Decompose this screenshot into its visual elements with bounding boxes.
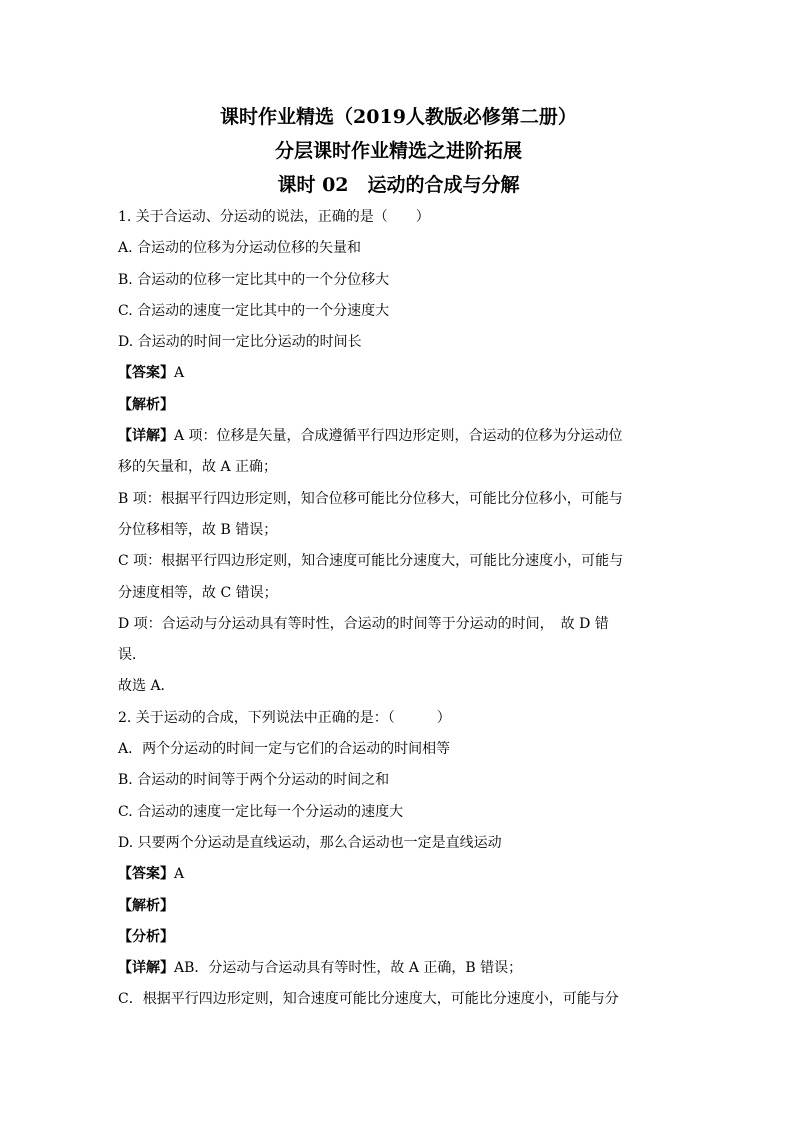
q2-option-d: D. 只要两个分运动是直线运动，那么合运动也一定是直线运动 <box>118 834 502 851</box>
q2-detail-line: C．根据平行四边形定则，知合速度可能比分速度大，可能比分速度小，可能与分 <box>118 991 619 1008</box>
q2-detail-tag: 【详解】 <box>118 960 174 977</box>
q1-detail-line <box>118 421 679 452</box>
q1-detail-line: C 项：根据平行四边形定则，知合速度可能比分速度大，可能比分速度小，可能与 <box>118 553 624 570</box>
q2-detail-line <box>118 953 679 984</box>
q1-option-c: C. 合运动的速度一定比其中的一个分速度大 <box>118 302 390 319</box>
q1-option-d: D. 合运动的时间一定比分运动的时间长 <box>118 334 362 351</box>
q1-detail-line: 分速度相等，故 C 错误； <box>118 584 278 601</box>
q1-detail-line: B 项：根据平行四边形定则，知合位移可能比分位移大，可能比分位移小，可能与 <box>118 490 623 507</box>
q2-answer-tag: 【答案】 <box>118 866 174 883</box>
sub-title: 分层课时作业精选之进阶拓展 <box>274 140 522 162</box>
main-title: 课时作业精选（2019人教版必修第二册） <box>220 106 577 128</box>
q2-answer-value: A <box>174 866 185 883</box>
q2-fenxi-tag: 【分析】 <box>118 928 174 945</box>
q1-detail-tag: 【详解】 <box>118 428 174 445</box>
q1-detail-line: 分位移相等，故 B 错误； <box>118 521 278 538</box>
q2-answer <box>118 859 679 890</box>
q1-detail-line: 误． <box>118 647 146 664</box>
q1-detail-text: A 项：位移是矢量，合成遵循平行四边形定则，合运动的位移为分运动位 <box>174 428 623 445</box>
q2-analysis-tag: 【解析】 <box>118 897 174 914</box>
q2-option-c: C. 合运动的速度一定比每一个分运动的速度大 <box>118 803 404 820</box>
lesson-title: 课时 02 运动的合成与分解 <box>277 174 520 196</box>
q2-option-b: B. 合运动的时间等于两个分运动的时间之和 <box>118 772 390 789</box>
q1-detail-line: 移的矢量和，故 A 正确； <box>118 459 278 476</box>
q2-stem: 2. 关于运动的合成，下列说法中正确的是：（ ） <box>118 709 451 726</box>
q1-analysis-tag: 【解析】 <box>118 396 174 413</box>
title-block <box>118 0 679 202</box>
content-body <box>118 202 679 1016</box>
q1-option-b: B. 合运动的位移一定比其中的一个分位移大 <box>118 271 390 288</box>
q1-answer-tag: 【答案】 <box>118 365 174 382</box>
q1-answer <box>118 358 679 389</box>
q2-detail-text: AB．分运动与合运动具有等时性，故 A 正确，B 错误； <box>174 960 523 977</box>
q1-answer-value: A <box>174 365 185 382</box>
q2-option-a: A．两个分运动的时间一定与它们的合运动的时间相等 <box>118 741 451 758</box>
q1-option-a: A. 合运动的位移为分运动位移的矢量和 <box>118 240 362 257</box>
q1-conclusion: 故选 A． <box>118 678 175 695</box>
q1-stem: 1. 关于合运动、分运动的说法，正确的是（ ） <box>118 209 430 225</box>
q1-detail-line: D 项：合运动与分运动具有等时性，合运动的时间等于分运动的时间， 故 D 错 <box>118 615 609 632</box>
